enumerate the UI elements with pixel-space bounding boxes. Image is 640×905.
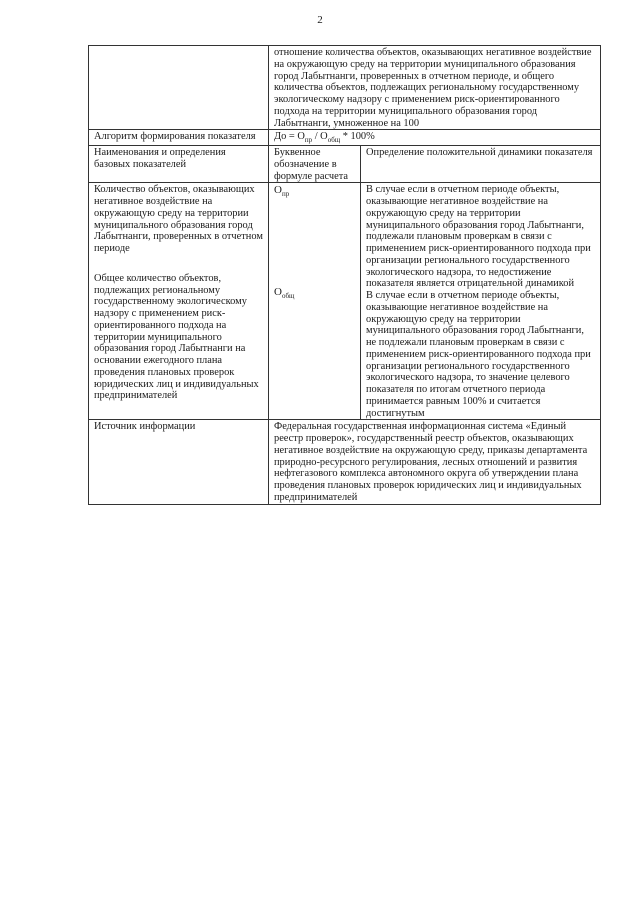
base-indicator-definitions (89, 183, 269, 420)
dynamics-achieved-case: В случае если в отчетном периоде объекты, оказывающие негативное воздействие на окружающую среду на территории муниципального образования город Лабытнанги, не подлежали плановым проверкам в связи с применением риск-ориентированного подхода при организации регионального государственного экологического надзора, то значение целевого показателя по итогам отчетного периода принимается равным 100% и считается достигнутым (366, 290, 591, 419)
row-definition-continued (89, 46, 601, 130)
base-indicator-symbols (269, 183, 361, 420)
header-names-definitions: Наименования и определения базовых показателей (89, 146, 269, 183)
source-label: Источник информации (89, 420, 269, 504)
row-algorithm (89, 130, 601, 146)
base-indicator-dynamics (361, 183, 601, 420)
row-base-header (89, 146, 601, 183)
algorithm-formula (269, 130, 601, 146)
definition-text: отношение количества объектов, оказывающих негативное воздействие на окружающую среду на территории муниципального образования город Лабытнанги, проверенных в отчетном периоде, и общего количества объектов, подлежащих региональному государственному экологическому надзору с применением риск-ориентированного подхода на территории муниципального образования город Лабытнанги, умноженное на 100 (269, 46, 601, 130)
symbol-o-obsh: $О_{общ}$ (274, 285, 295, 300)
formula-sub-obsh: общ (327, 136, 341, 145)
formula-rhs: * 100% (340, 131, 375, 143)
indicator-checked-objects: Количество объектов, оказывающих негативное воздействие на окружающую среду на территории муниципального образования город Лабытнанги, проверенных в отчетном периоде (94, 184, 263, 255)
page-number: 2 (317, 14, 323, 26)
formula-sub-pr: пр (304, 136, 313, 145)
header-letter-symbol: Буквенное обозначение в формуле расчета (269, 146, 361, 183)
dynamics-negative-case: В случае если в отчетном периоде объекты, оказывающие негативное воздействие на окружающую среду на территории муниципального образования город Лабытнанги, подлежали плановым проверкам в связи с применением риск-ориентированного подхода при организации регионального государственного экологического надзора, то недостижение показателя является отрицательной динамикой (366, 184, 591, 290)
formula-lhs: До = О (274, 131, 305, 143)
row-base-body (89, 183, 601, 420)
algorithm-label: Алгоритм формирования показателя (89, 130, 269, 146)
header-positive-dynamics: Определение положительной динамики показателя (361, 146, 601, 183)
source-text: Федеральная государственная информационная система «Единый реестр проверок», государственный реестр объектов, оказывающих негативное воздействие на окружающую среду, приказы департамента природно-ресурсного регулирования, лесных отношений и развития нефтегазового комплекса автономного округа об утверждении плана проведения плановых проверок юридических лиц и индивидуальных предпринимателей (269, 420, 601, 504)
row-source (89, 420, 601, 504)
indicator-total-objects: Общее количество объектов, подлежащих региональному государственному экологическому надзору с применением риск-ориентированного подхода на территории муниципального образования город Лабытнанги на основании ежегодного плана проведения плановых проверок юридических лиц и индивидуальных предпринимателей (94, 272, 259, 402)
indicator-passport-table (88, 45, 601, 505)
formula-divide: / О (312, 131, 328, 143)
symbol-o-pr: $О_{пр}$ (274, 184, 290, 199)
definition-label-cell (89, 46, 269, 130)
